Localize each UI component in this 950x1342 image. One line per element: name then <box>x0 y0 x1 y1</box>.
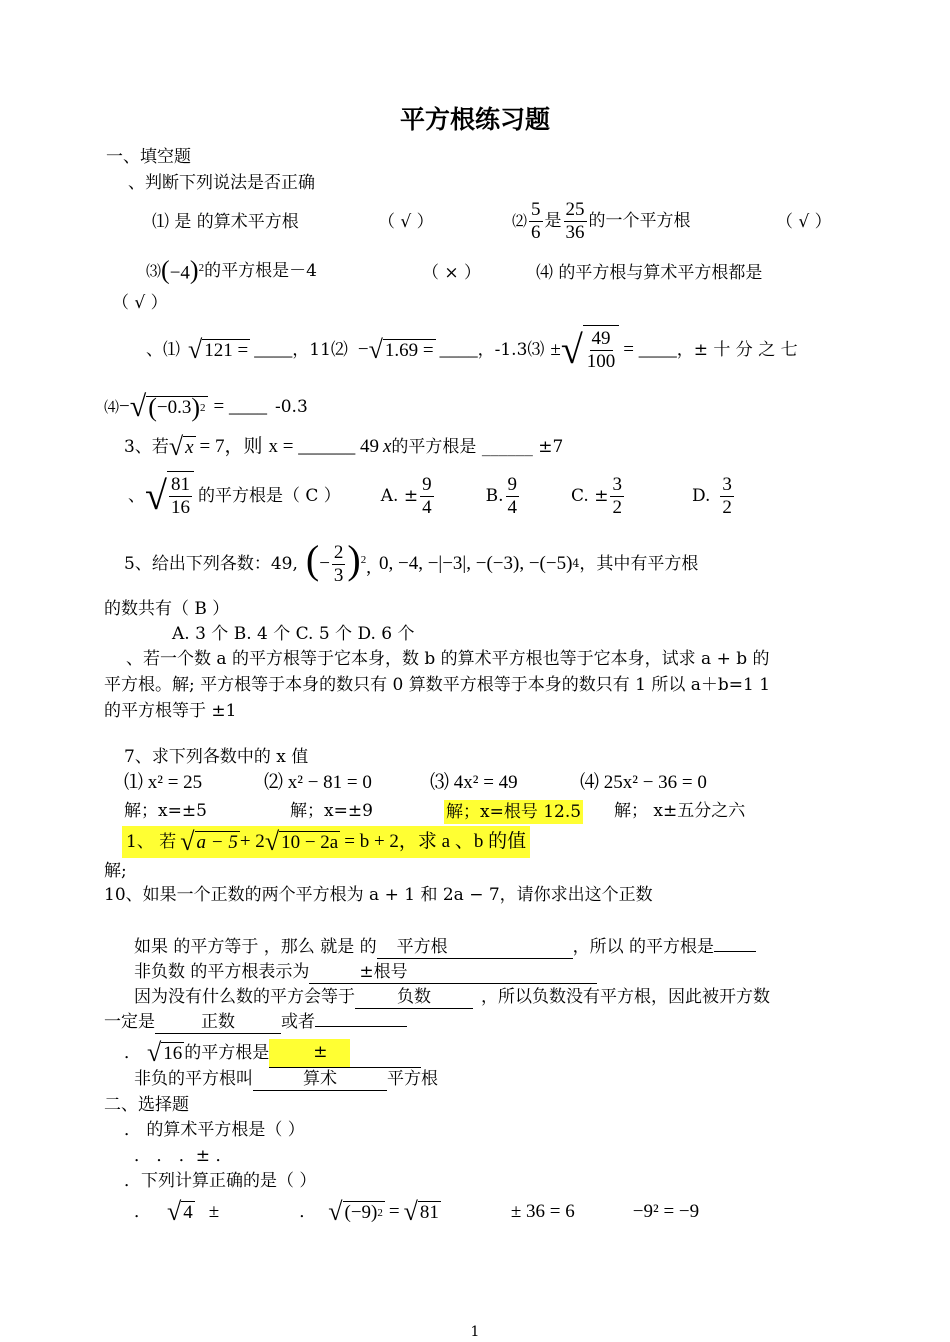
page-title: 平方根练习题 <box>399 105 550 134</box>
section-heading-fill-blank: 一、填空题 <box>106 147 191 167</box>
concept-line5: ． √ 16 的平方根是 ± <box>124 1038 421 1068</box>
q7-sol3-highlighted: 解；x=根号 12.5 <box>446 802 582 822</box>
q1-item3: ⑶ $(-4)^2$ 的平方根是－4 <box>146 255 317 285</box>
q2-row2: ⑷ − √ ( −0.3 ) 2 = ____ -0.3 <box>104 390 308 423</box>
q1-item4: ⑷ 的平方根与算术平方根都是 <box>536 263 763 283</box>
concept-line6: 非负的平方根叫 算术 平方根 <box>134 1069 438 1089</box>
page-number: 1 <box>470 1324 480 1340</box>
s2-q1-options: ． ． ．± ． <box>134 1146 233 1166</box>
q5: 5、给出下列各数：49, ( − $\frac{2}{3}$ )$^2$, 0, −4, −|−3|, −(−3), −(−5) 4 ，其中有平方根 <box>124 537 699 586</box>
q7-eq4: ⑷ 25x² − 36 = 0 <box>580 772 707 793</box>
q2-row1: 、⑴ √ 121 = ____ ，11⑵ − √ 1.69 = ____ ，-1.3⑶ ± √ $\frac{49}{100}$ = ____ ，± 十 分 之 七 <box>146 330 798 370</box>
s2-q1: ． 的算术平方根是（ ） <box>124 1120 305 1140</box>
q1-item2-mark: （ √ ） <box>776 212 832 232</box>
q7-sol2: 解；x=±9 <box>290 801 373 821</box>
concept-line3: 因为没有什么数的平方会等于 负数 ，所以负数没有平方根，因此被开方数 <box>134 987 770 1007</box>
q1-prompt: 、判断下列说法是否正确 <box>128 173 315 193</box>
q8-highlighted: 1、 若 √ a − 5 + 2 √ 10 − 2a = b + 2，求 a 、b 的值 <box>122 826 530 858</box>
q1-item1: ⑴ 是 的算术平方根 <box>152 212 299 232</box>
q5-line2: 的数共有（ B ） <box>104 599 230 619</box>
q3: 3、若 √ x = 7，则 x = ______ 49 x 的平方根是 ______ ±7 <box>124 432 564 461</box>
q1-item2-frac2: $\frac{25}{36}$ <box>565 198 585 243</box>
q8-solution: 解; <box>104 861 127 881</box>
q4: 、 √ $\frac{81}{16}$ 的平方根是（ C ） A. ± $\frac{9}{4}$ B. $\frac{9}{4}$ C. ± $\frac{3}{2}$ D. $\frac{3}{2}$ <box>128 470 736 522</box>
q10: 10、如果一个正数的两个平方根为 a + 1 和 2a − 7，请你求出这个正数 <box>104 885 653 905</box>
q6-line1: 、若一个数 a 的平方根等于它本身，数 b 的算术平方根也等于它本身，试求 a + b 的 <box>126 649 770 669</box>
q7-eq2: ⑵ x² − 81 = 0 <box>264 772 372 793</box>
q1-item2-frac1: $\frac{5}{6}$ <box>531 198 541 243</box>
s2-q2: ．下列计算正确的是（ ） <box>124 1171 317 1191</box>
concept-line1: 如果 的平方等于 ，那么 就是 的 平方根 ，所以 的平方根是 <box>134 936 756 959</box>
q1-item2: ⑵ $\frac{5}{6}$ 是 $\frac{25}{36}$ 的一个平方根 <box>512 198 691 243</box>
q5-options: A. 3 个 B. 4 个 C. 5 个 D. 6 个 <box>172 624 415 644</box>
q6-line2: 平方根。解; 平方根等于本身的数只有 0 算数平方根等于本身的数只有 1 所以 a＋b=1 1 <box>104 675 771 695</box>
q1-item3-mark: （ × ） <box>422 263 482 283</box>
concept-line4: 一定是 正数 或者 <box>104 1011 407 1034</box>
q7-sol4: 解； x±五分之六 <box>614 801 746 821</box>
q1-item4-mark: （ √ ） <box>112 293 168 313</box>
q7-sol1: 解；x=±5 <box>124 801 207 821</box>
s2-q2-options: ． √ 4 ± ． √ (−9) 2 = √ 81 ± 36 = 6 −9² = −9 <box>134 1197 700 1226</box>
q7-eq3: ⑶ 4x² = 49 <box>430 772 518 793</box>
concept-line2: 非负数 的平方根表示为 ±根号 <box>134 961 597 984</box>
section-heading-choice: 二、选择题 <box>104 1095 189 1115</box>
q1-item1-mark: （ √ ） <box>378 212 434 232</box>
q7-prompt: 7、求下列各数中的 x 值 <box>124 747 309 767</box>
q6-line3: 的平方根等于 ±1 <box>104 701 237 721</box>
q7-eq1: ⑴ x² = 25 <box>124 772 203 793</box>
